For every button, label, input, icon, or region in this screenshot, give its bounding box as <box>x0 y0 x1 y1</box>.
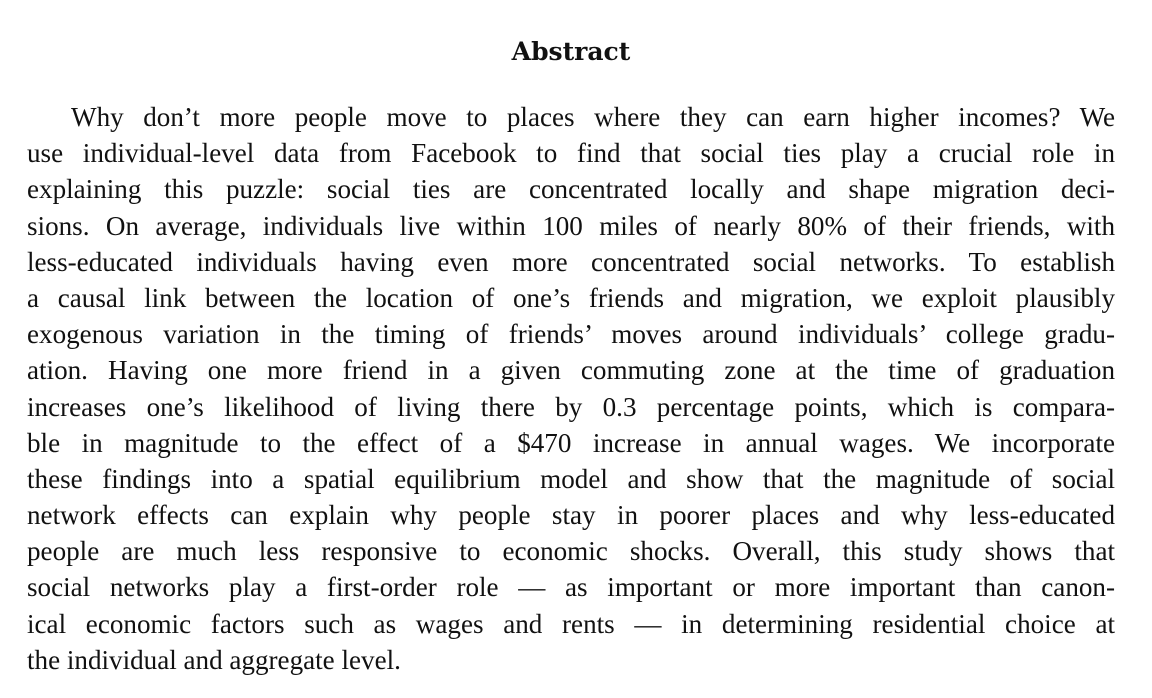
abstract-line: sions. On average, individuals live within 100 miles of nearly 80% of their friends, with <box>27 210 1115 241</box>
abstract-line: ation. Having one more friend in a given commuting zone at the time of graduation <box>27 355 1115 386</box>
abstract-line: ble in magnitude to the effect of a $470 increase in annual wages. We incorporate <box>27 427 1115 458</box>
abstract-page <box>27 0 1115 678</box>
abstract-line: network effects can explain why people stay in poorer places and why less-educated <box>27 500 1115 531</box>
abstract-body <box>27 71 1115 678</box>
abstract-line: these findings into a spatial equilibrium model and show that the magnitude of social <box>27 463 1115 494</box>
abstract-line: ical economic factors such as wages and rents — in determining residential choice at <box>27 608 1115 639</box>
abstract-line: explaining this puzzle: social ties are concentrated locally and shape migration deci- <box>27 174 1115 205</box>
abstract-line: Why don’t more people move to places where they can earn higher incomes? We <box>71 102 1115 132</box>
abstract-line: social networks play a first-order role — as important or more important than canon- <box>27 572 1115 603</box>
abstract-line: the individual and aggregate level. <box>27 644 401 675</box>
abstract-line: exogenous variation in the timing of friends’ moves around individuals’ college gradu- <box>27 319 1115 350</box>
abstract-line: use individual-level data from Facebook to find that social ties play a crucial role in <box>27 138 1115 169</box>
abstract-line: increases one’s likelihood of living there by 0.3 percentage points, which is compara- <box>27 391 1115 422</box>
abstract-line: less-educated individuals having even more concentrated social networks. To establish <box>27 246 1115 277</box>
abstract-heading: Abstract <box>511 37 631 66</box>
abstract-line: a causal link between the location of one’s friends and migration, we exploit plausibly <box>27 282 1115 313</box>
abstract-line: people are much less responsive to economic shocks. Overall, this study shows that <box>27 536 1115 567</box>
